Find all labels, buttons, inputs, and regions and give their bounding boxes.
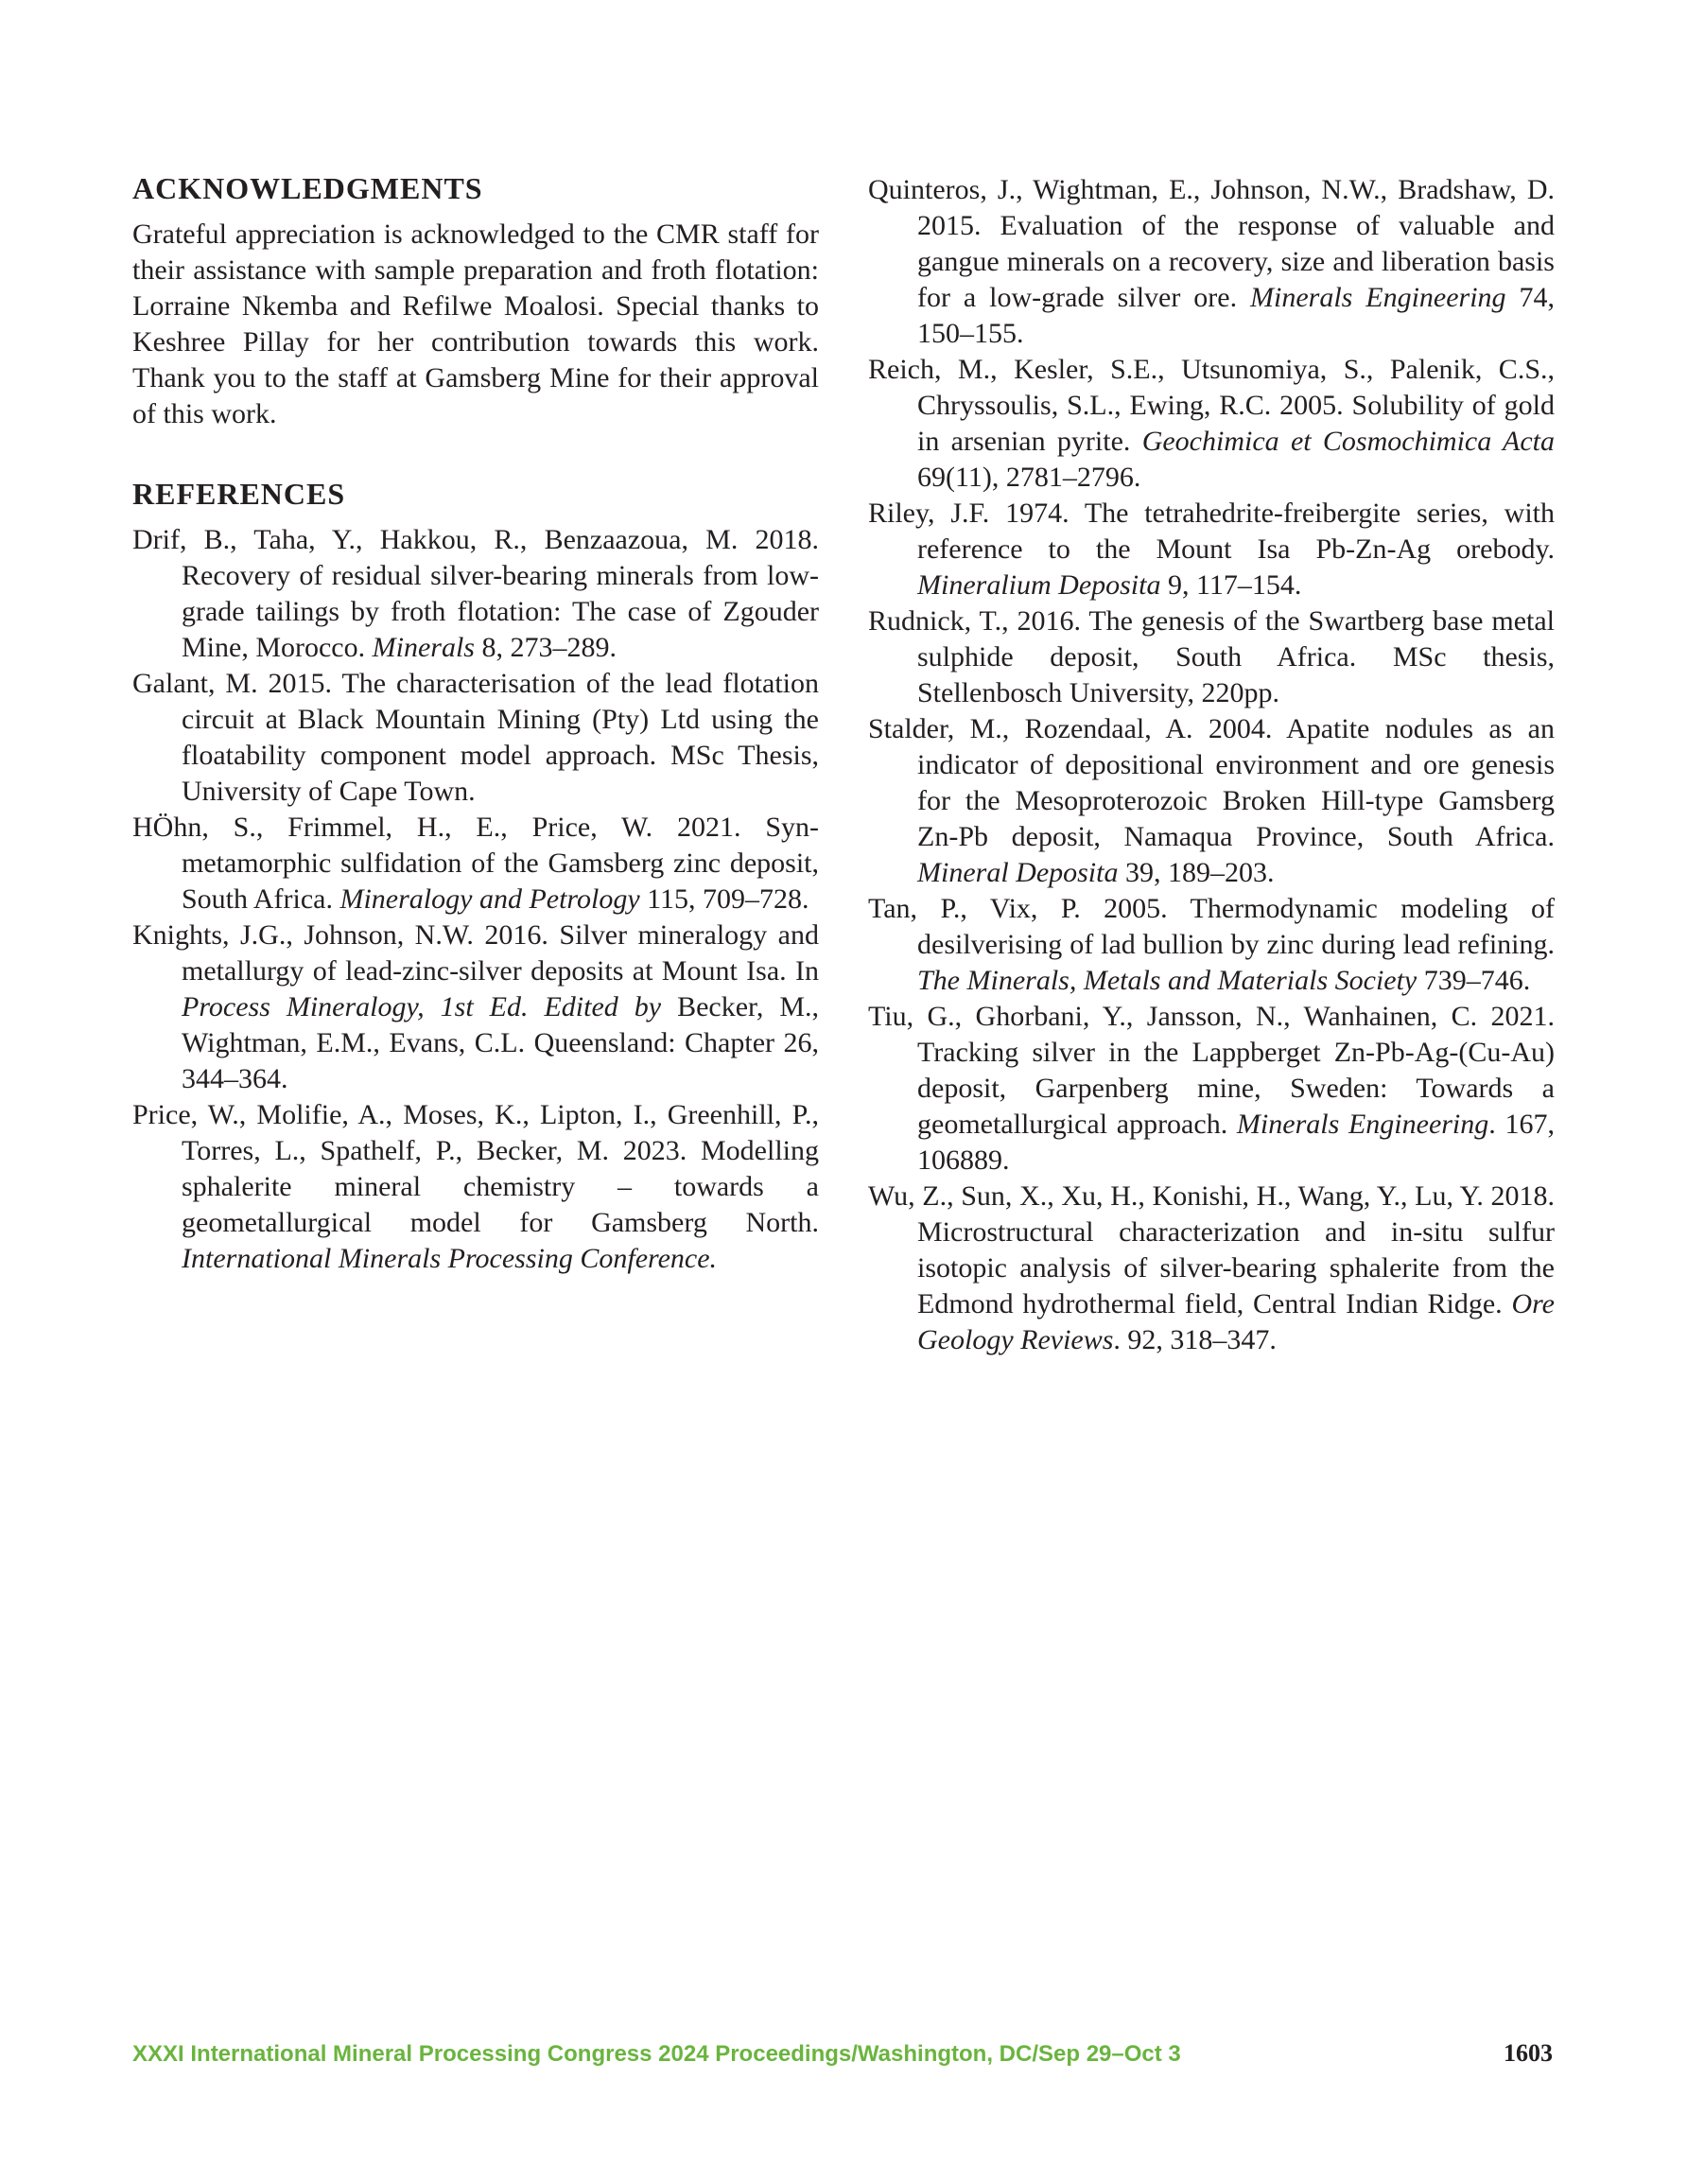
acknowledgments-body: Grateful appreciation is acknowledged to the CMR staff for their assistance with sample preparation and froth flotation: Lorraine Nkemba and Refilwe Moalosi. Special thanks to Keshree Pillay for her contribution towards this work. Thank you to the staff at Gamsberg Mine for their approval of this work. xyxy=(132,218,819,430)
left-column xyxy=(132,172,819,1277)
reference-entry: Stalder, M., Rozendaal, A. 2004. Apatite nodules as an indicator of depositional environment and ore genesis for the Mesoproterozoic Broken Hill-type Gamsberg Zn-Pb deposit, Namaqua Province, South Africa. Mineral Deposita 39, 189–203. xyxy=(868,713,1555,888)
references-heading: REFERENCES xyxy=(132,477,346,512)
reference-entry: Rudnick, T., 2016. The genesis of the Swartberg base metal sulphide deposit, South Africa. MSc thesis, Stellenbosch University, 220pp. xyxy=(868,605,1555,708)
reference-entry: Riley, J.F. 1974. The tetrahedrite-freibergite series, with reference to the Mount Isa Pb-Zn-Ag orebody. Mineralium Deposita 9, 117–154. xyxy=(868,498,1555,601)
reference-entry: Galant, M. 2015. The characterisation of the lead flotation circuit at Black Mountain Mining (Pty) Ltd using the floatability component model approach. MSc Thesis, University of Cape Town. xyxy=(132,668,819,808)
footer-conference-title: XXXI International Mineral Processing Congress 2024 Proceedings/Washington, DC/Sep 29–Oct 3 xyxy=(132,2041,1181,2067)
page-number: 1603 xyxy=(1504,2039,1553,2067)
right-column xyxy=(868,172,1555,1358)
reference-entry: Tan, P., Vix, P. 2005. Thermodynamic modeling of desilverising of lad bullion by zinc during lead refining. The Minerals, Metals and Materials Society 739–746. xyxy=(868,893,1555,996)
reference-entry: Wu, Z., Sun, X., Xu, H., Konishi, H., Wang, Y., Lu, Y. 2018. Microstructural characterization and in-situ sulfur isotopic analysis of silver-bearing sphalerite from the Edmond hydrothermal field, Central Indian Ridge. Ore Geology Reviews. 92, 318–347. xyxy=(868,1180,1555,1355)
reference-entry: Reich, M., Kesler, S.E., Utsunomiya, S., Palenik, C.S., Chryssoulis, S.L., Ewing, R.C. 2005. Solubility of gold in arsenian pyrite. Geochimica et Cosmochimica Acta 69(11), 2781–2796. xyxy=(868,354,1555,493)
acknowledgments-heading: ACKNOWLEDGMENTS xyxy=(132,171,483,205)
reference-entry: Tiu, G., Ghorbani, Y., Jansson, N., Wanhainen, C. 2021. Tracking silver in the Lappberget Zn-Pb-Ag-(Cu-Au) deposit, Garpenberg mine, Sweden: Towards a geometallurgical approach. Minerals Engineering. 167, 106889. xyxy=(868,1001,1555,1176)
reference-entry: Knights, J.G., Johnson, N.W. 2016. Silver mineralogy and metallurgy of lead-zinc-silver deposits at Mount Isa. In Process Mineralogy, 1st Ed. Edited by Becker, M., Wightman, E.M., Evans, C.L. Queensland: Chapter 26, 344–364. xyxy=(132,919,820,1095)
reference-entry: HÖhn, S., Frimmel, H., E., Price, W. 2021. Syn-metamorphic sulfidation of the Gamsberg zinc deposit, South Africa. Mineralogy and Petrology 115, 709–728. xyxy=(132,812,819,916)
reference-entry: Drif, B., Taha, Y., Hakkou, R., Benzaazoua, M. 2018. Recovery of residual silver-bearing minerals from low-grade tailings by froth flotation: The case of Zgouder Mine, Morocco. Minerals 8, 273–289. xyxy=(132,524,819,664)
references-list-right xyxy=(868,172,1555,1358)
references-list-left xyxy=(132,522,819,1277)
reference-entry: Price, W., Molifie, A., Moses, K., Lipton, I., Greenhill, P., Torres, L., Spathelf, P., Becker, M. 2023. Modelling sphalerite mineral chemistry – towards a geometallurgical model for Gamsberg North. International Minerals Processing Conference. xyxy=(132,1099,819,1275)
reference-entry: Quinteros, J., Wightman, E., Johnson, N.W., Bradshaw, D. 2015. Evaluation of the response of valuable and gangue minerals on a recovery, size and liberation basis for a low-grade silver ore. Minerals Engineering 74, 150–155. xyxy=(868,174,1555,349)
